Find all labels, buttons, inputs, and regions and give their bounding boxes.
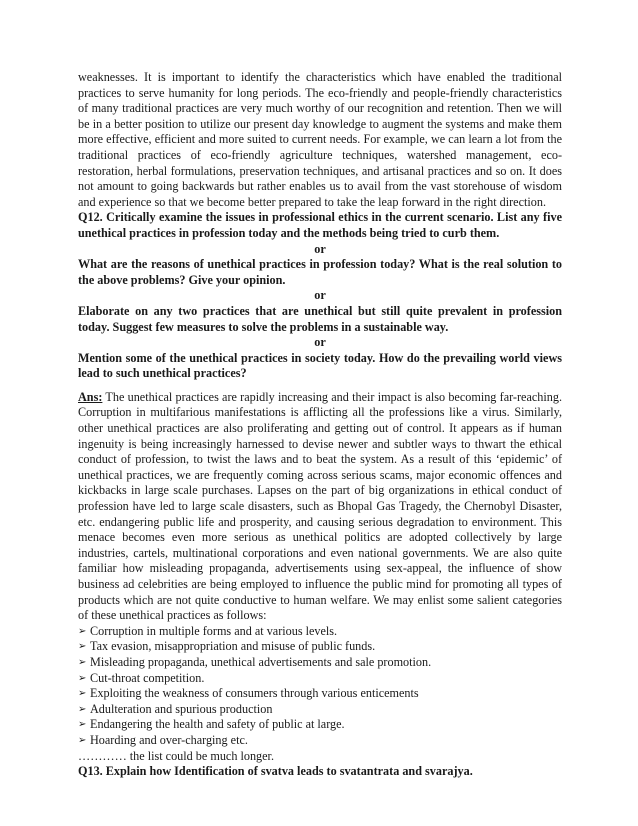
arrow-bullet-icon: ➢: [78, 734, 87, 746]
q12-alternative-1: What are the reasons of unethical practices in profession today? What is the real solution to the above problems? Give your opinion.: [78, 257, 562, 287]
q12-question: Q12. Critically examine the issues in professional ethics in the current scenario. List any five unethical practices in profession today and the methods being tried to curb them.: [78, 210, 562, 240]
intro-paragraph: weaknesses. It is important to identify the characteristics which have enabled the traditional practices to serve humanity for long periods. The eco-friendly and people-friendly characteristics of many traditional practices are very much worthy of our recognition and retention. Then we will be in a better position to utilize our present day knowledge to augment the systems and make them more effective, efficient and more suited to current needs. For example, we can learn a lot from the traditional practices of eco-friendly agriculture techniques, watershed management, eco-restoration, herbal formulations, preservation techniques, and artisanal practices and so on. It does not amount to going backwards but rather enables us to avail from the vast storehouse of wisdom and experience so that we become better prepared to take the leap forward in the right direction.: [78, 70, 562, 209]
q12-alternative-3: Mention some of the unethical practices in society today. How do the prevailing world views lead to such unethical practices?: [78, 350, 562, 381]
arrow-bullet-icon: ➢: [78, 672, 87, 684]
list-closing-text: ………… the list could be much longer.: [78, 748, 274, 763]
list-item: ➢ Corruption in multiple forms and at various levels.: [78, 623, 338, 638]
arrow-bullet-icon: ➢: [78, 688, 87, 700]
list-item: ➢ Misleading propaganda, unethical advertisements and sale promotion.: [78, 654, 432, 669]
or-separator-3: or: [314, 335, 326, 350]
answer-label: Ans:: [78, 389, 103, 404]
or-separator-2: or: [314, 288, 326, 303]
list-item: ➢ Hoarding and over-charging etc.: [78, 732, 248, 747]
q13-question: Q13. Explain how Identification of svatva leads to svatantrata and svarajya.: [78, 764, 473, 779]
list-item: ➢ Adulteration and spurious production: [78, 701, 273, 716]
document-page: [78, 70, 562, 780]
answer-paragraph: [78, 390, 562, 624]
arrow-bullet-icon: ➢: [78, 625, 87, 637]
list-item: ➢ Cut-throat competition.: [78, 670, 205, 685]
list-item: ➢ Tax evasion, misappropriation and misuse of public funds.: [78, 639, 376, 654]
list-item: ➢ Endangering the health and safety of public at large.: [78, 717, 345, 732]
unethical-practices-list: [78, 624, 562, 749]
or-separator-1: or: [314, 241, 326, 256]
arrow-bullet-icon: ➢: [78, 641, 87, 653]
list-item: ➢ Exploiting the weakness of consumers through various enticements: [78, 686, 419, 701]
answer-text: The unethical practices are rapidly increasing and their impact is also becoming far-reaching. Corruption in multifarious manifestations is afflicting all the professions like a virus. Similarly, other unethical practices are also proliferating and getting out of control. It appears as if human ingenuity is being increasingly harnessed to devise newer and subtler ways to thwart the ethical conduct of profession, to twist the laws and to beat the system. As a result of this ‘epidemic’ of unethical practices, we are frequently coming across serious scams, major economic offences and kickbacks in large scale purchases. Lapses on the part of big organizations in ethical conduct of profession have led to large scale disasters, such as Bhopal Gas Tragedy, the Chernobyl Disaster, etc. endangering public life and prosperity, and causing serious degradation to environment. This menace becomes even more serious as unethical politics are adopted collectively by large industries, cartels, multinational corporations and even national governments. We are also quite familiar how misleading propaganda, advertisements using sex-appeal, the influence of show business ad celebrities are being employed to influence the public mind for promoting all types of products which are not quite conductive to human welfare. We may enlist some salient categories of these unethical practices as follows:: [78, 389, 562, 623]
q12-alternative-2: Elaborate on any two practices that are unethical but still quite prevalent in profession today. Suggest few measures to solve the problems in a sustainable way.: [78, 303, 562, 334]
arrow-bullet-icon: ➢: [78, 656, 87, 668]
arrow-bullet-icon: ➢: [78, 719, 87, 731]
arrow-bullet-icon: ➢: [78, 703, 87, 715]
